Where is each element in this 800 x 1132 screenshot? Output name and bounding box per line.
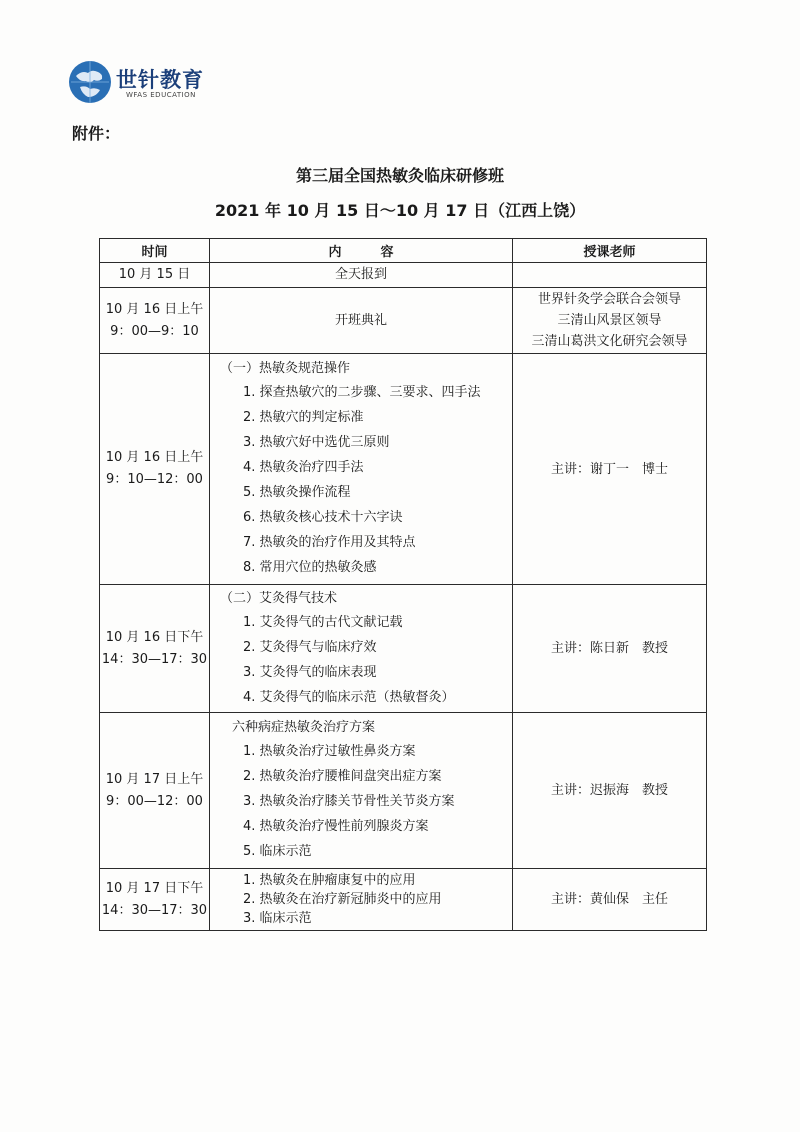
time-range: 9：00—9：10: [110, 323, 199, 339]
time-line: 10 月 17 日下午: [105, 880, 204, 896]
header-content: 内 容: [210, 239, 513, 263]
list-item: 1. 热敏灸在肿瘤康复中的应用: [243, 873, 416, 888]
list-item: 7. 热敏灸的治疗作用及其特点: [243, 535, 416, 550]
table-row: [100, 263, 707, 288]
content-cell: [210, 288, 513, 354]
time-line: 10 月 17 日上午: [105, 771, 204, 787]
teacher-cell: [513, 263, 707, 288]
list-item: 1. 热敏灸治疗过敏性鼻炎方案: [243, 744, 416, 759]
time-cell: [100, 354, 210, 585]
teacher-cell: 主讲：陈日新 教授: [513, 585, 707, 713]
list-item: 3. 艾灸得气的临床表现: [243, 664, 377, 680]
teacher-line: 世界针灸学会联合会领导: [537, 292, 681, 307]
list-item: 4. 艾灸得气的临床示范（热敏督灸）: [243, 689, 455, 705]
list-item: 2. 热敏灸在治疗新冠肺炎中的应用: [243, 892, 442, 907]
time-range: 14：30—17：30: [101, 902, 208, 918]
header-teacher: 授课老师: [513, 239, 707, 263]
list-item: 3. 临床示范: [243, 911, 312, 926]
list-item: 4. 热敏灸治疗慢性前列腺炎方案: [243, 819, 429, 834]
table-header-row: [100, 239, 707, 263]
globe-icon: [68, 60, 112, 104]
list-item: 5. 临床示范: [243, 844, 312, 859]
attachment-label: 附件：: [72, 124, 121, 143]
list-item: 2. 热敏穴的判定标准: [243, 410, 364, 425]
list-item: 6. 热敏灸核心技术十六字诀: [243, 510, 403, 525]
time-line: 10 月 16 日上午: [105, 301, 204, 317]
table-row: [100, 869, 707, 931]
content-cell: [210, 869, 513, 931]
teacher-cell: 主讲：谢丁一 博士: [513, 354, 707, 585]
list-item: 2. 艾灸得气与临床疗效: [243, 639, 377, 655]
list-item: 8. 常用穴位的热敏灸感: [243, 560, 377, 575]
logo: [68, 60, 268, 106]
table-row: [100, 713, 707, 869]
time-range: 9：10—12：00: [106, 472, 203, 487]
table-row: [100, 354, 707, 585]
list-item: 1. 探查热敏穴的二步骤、三要求、四手法: [243, 385, 481, 400]
table-row: [100, 288, 707, 354]
section-heading: （一）热敏灸规范操作: [220, 361, 351, 376]
time-line: 10 月 15 日: [118, 267, 191, 282]
content-cell: [210, 713, 513, 869]
page-subtitle: 2021 年 10 月 15 日～10 月 17 日（江西上饶）: [214, 201, 586, 220]
list-item: 2. 热敏灸治疗腰椎间盘突出症方案: [243, 769, 442, 784]
content-cell: [210, 585, 513, 713]
time-line: 10 月 16 日下午: [105, 629, 204, 645]
teacher-cell: 主讲：迟振海 教授: [513, 713, 707, 869]
list-item: 4. 热敏灸治疗四手法: [243, 460, 364, 475]
time-line: 10 月 16 日上午: [105, 450, 204, 465]
time-cell: [100, 585, 210, 713]
time-cell: [100, 713, 210, 869]
time-cell: [100, 869, 210, 931]
header-time: 时间: [100, 239, 210, 263]
time-range: 14：30—17：30: [101, 651, 208, 667]
page-title: 第三届全国热敏灸临床研修班: [295, 166, 504, 185]
brand-name: 世针教育: [116, 68, 204, 92]
list-item: 3. 热敏灸治疗膝关节骨性关节炎方案: [243, 794, 455, 809]
schedule-table: [99, 238, 707, 931]
time-cell: [100, 288, 210, 354]
content-text: 全天报到: [334, 267, 387, 282]
teacher-cell: 主讲：黄仙保 主任: [513, 869, 707, 931]
section-heading: 六种病症热敏灸治疗方案: [232, 720, 376, 735]
brand-subtitle: WFAS EDUCATION: [126, 91, 196, 99]
content-cell: [210, 354, 513, 585]
list-item: 1. 艾灸得气的古代文献记载: [243, 614, 403, 630]
content-cell: [210, 263, 513, 288]
list-item: 5. 热敏灸操作流程: [243, 485, 351, 500]
teacher-line: 三清山风景区领导: [557, 313, 662, 328]
teacher-cell: [513, 288, 707, 354]
list-item: 3. 热敏穴好中选优三原则: [243, 435, 390, 450]
section-heading: （二）艾灸得气技术: [220, 590, 338, 606]
teacher-line: 三清山葛洪文化研究会领导: [531, 334, 688, 349]
time-range: 9：00—12：00: [106, 793, 203, 809]
content-text: 开班典礼: [334, 312, 387, 328]
table-row: [100, 585, 707, 713]
time-cell: [100, 263, 210, 288]
